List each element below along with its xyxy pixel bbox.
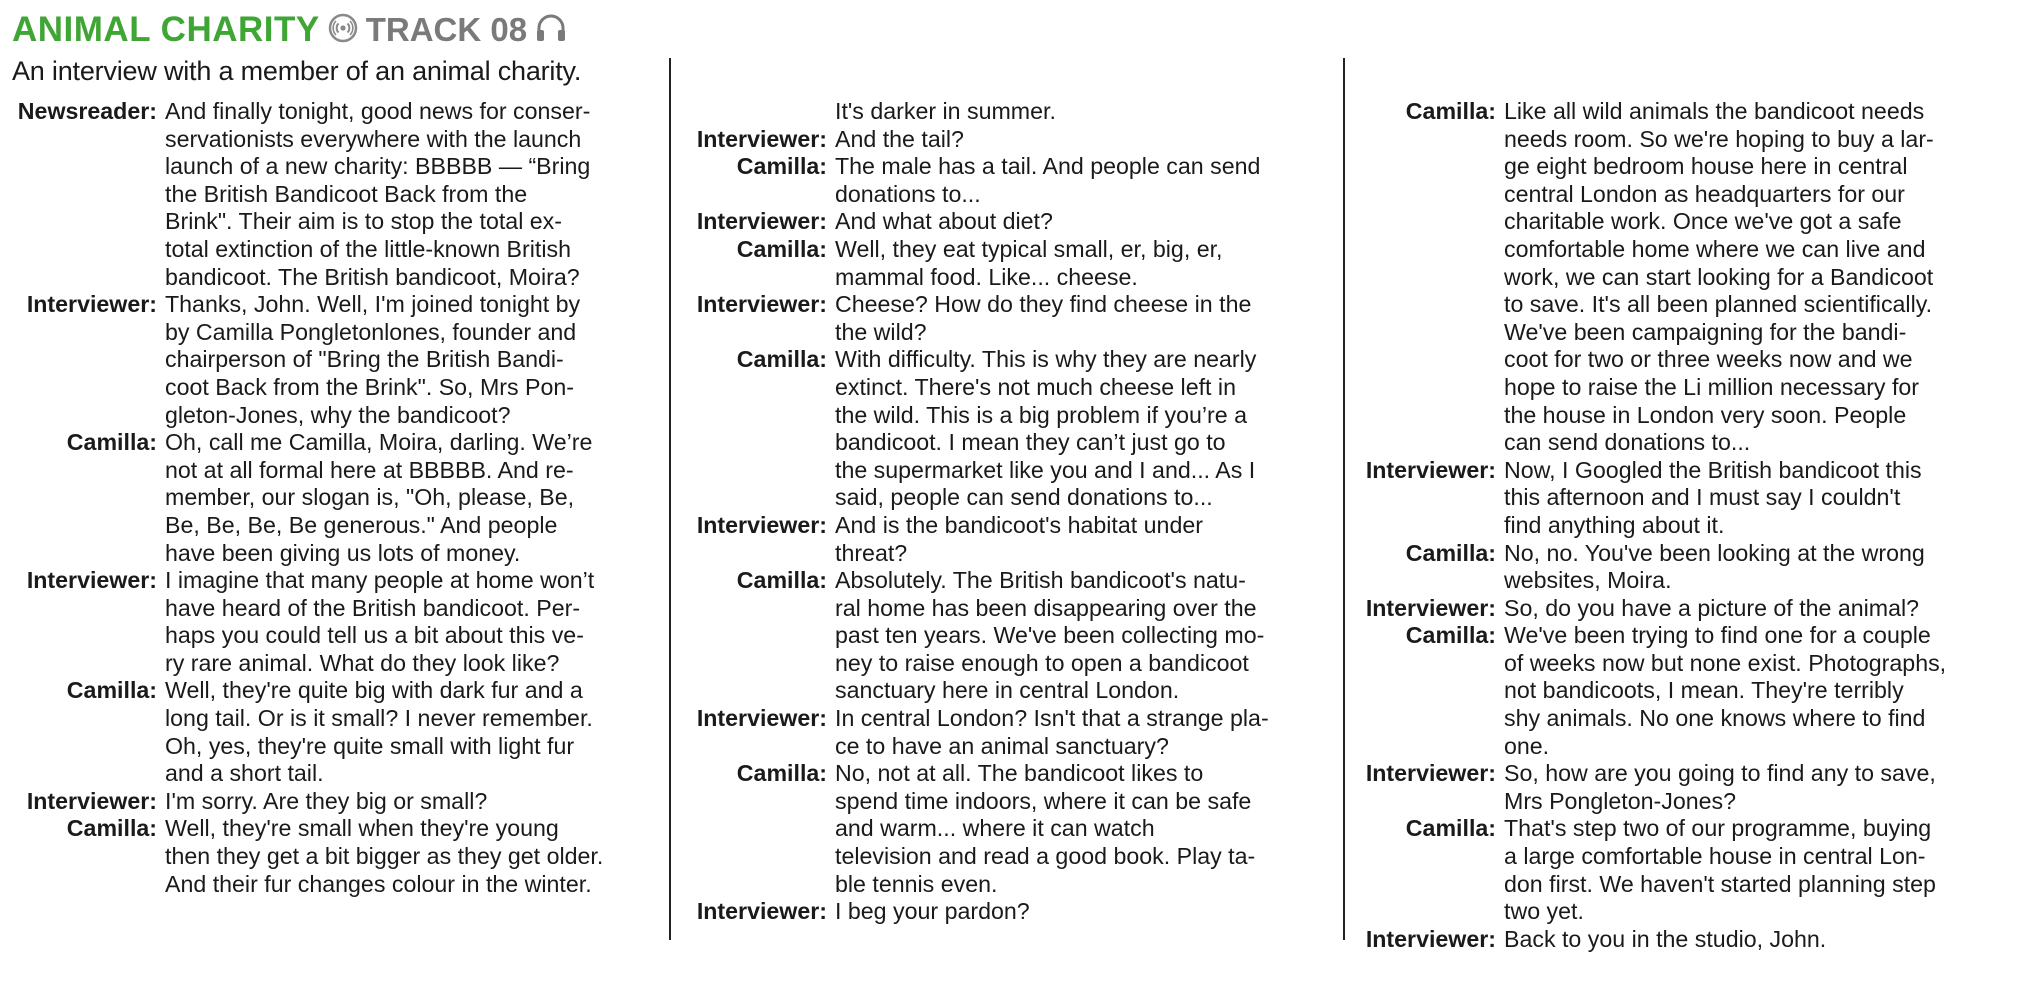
speaker-label: Interviewer:	[696, 208, 827, 235]
speaker-label: Camilla:	[736, 760, 827, 787]
dialogue-entry	[1356, 457, 2016, 540]
speaker-label: Camilla:	[1405, 98, 1496, 124]
speaker-label: Camilla:	[66, 677, 157, 704]
dialogue-text: Thanks, John. Well, I'm joined tonight by by Camilla Pongletonlones, founder and chairperson of "Bring the British Bandi- coot Back from the Brink". So, Mrs Pon- gleton-Jones, why the bandicoot?	[165, 291, 581, 428]
dialogue-text: So, do you have a picture of the animal?	[1504, 594, 1920, 621]
dialogue-entry	[4, 788, 664, 816]
dialogue-text: In central London? Isn't that a strange pla- ce to have an animal sanctuary?	[835, 705, 1269, 759]
speaker-label: Interviewer:	[696, 898, 827, 925]
column-divider	[1343, 58, 1345, 940]
dialogue-entry	[682, 208, 1332, 236]
subtitle: An interview with a member of an animal charity.	[12, 56, 582, 86]
speaker-label: Interviewer:	[1365, 456, 1496, 483]
speaker-label: Interviewer:	[1365, 760, 1496, 787]
dialogue-text: No, no. You've been looking at the wrong websites, Moira.	[1504, 539, 1925, 594]
dialogue-text: I'm sorry. Are they big or small?	[165, 787, 488, 814]
speaker-label: Interviewer:	[26, 787, 157, 814]
speaker-label: Interviewer:	[1365, 925, 1496, 952]
dialogue-entry	[682, 346, 1332, 512]
speaker-label: Interviewer:	[1365, 594, 1496, 621]
dialogue-entry	[1356, 760, 2016, 815]
dialogue-entry	[4, 98, 664, 291]
speaker-label: Interviewer:	[26, 567, 157, 594]
dialogue-entry	[682, 705, 1332, 760]
title-main: ANIMAL CHARITY	[12, 10, 320, 49]
speaker-label: Camilla:	[736, 567, 827, 594]
dialogue-text: I beg your pardon?	[835, 898, 1030, 925]
speaker-label: Interviewer:	[696, 291, 827, 318]
dialogue-text: Well, they're small when they're young then they get a bit bigger as they get older. And their fur changes colour in the winter.	[165, 815, 604, 897]
dialogue-text: So, how are you going to find any to save, Mrs Pongleton-Jones?	[1504, 760, 1936, 814]
continuation-text: It's darker in summer.	[835, 98, 1056, 124]
dialogue-entry	[1356, 926, 2016, 954]
dialogue-text: And what about diet?	[835, 208, 1053, 235]
dialogue-entry	[1356, 815, 2016, 925]
dialogue-entry	[1356, 98, 2016, 457]
dialogue-text: And finally tonight, good news for conser- servationists everywhere with the launch launch of a new charity: BBBBB — “Bring the British Bandicoot Back from the Brink". Their aim is to stop the total ex- total extinction of the little-known British bandicoot. The British bandicoot, Moira?	[165, 98, 591, 290]
dialogue-entry	[682, 512, 1332, 567]
dialogue-entry	[1356, 595, 2016, 623]
speaker-label: Interviewer:	[696, 125, 827, 152]
speaker-label: Camilla:	[1405, 815, 1496, 842]
dialogue-entry	[4, 815, 664, 898]
dialogue-text: Like all wild animals the bandicoot needs needs room. So we're hoping to buy a lar- ge eight bedroom house here in central central London as headquarters for our charitable work. Once we've got a safe comfortable home where we can live and work, we can start looking for a Bandicoot to save. It's all been planned scientifically. We've been campaigning for the bandi- coot for two or three weeks now and we hope to raise the Li million necessary for the house in London very soon. People can send donations to...	[1504, 98, 1934, 456]
speaker-label: Interviewer:	[696, 511, 827, 538]
transcript-column-3	[1356, 98, 2016, 953]
dialogue-text: I imagine that many people at home won’t have heard of the British bandicoot. Per- haps you could tell us a bit about this ve- ry rare animal. What do they look like?	[165, 567, 595, 676]
dialogue-text: With difficulty. This is why they are nearly extinct. There's not much cheese left in the wild. This is a big problem if you’re a bandicoot. I mean they can’t just go to the supermarket like you and I and... As I said, people can send donations to...	[835, 346, 1257, 511]
dialogue-entry	[1356, 622, 2016, 760]
dialogue-entry	[4, 291, 664, 429]
dialogue-text: Absolutely. The British bandicoot's natu- ral home has been disappearing over the past ten years. We've been collecting mo- ney to raise enough to open a bandicoot sanctuary here in central London.	[835, 567, 1265, 704]
headphones-icon	[535, 13, 567, 48]
dialogue-text: That's step two of our programme, buying a large comfortable house in central Lon- don first. We haven't started planning step two yet.	[1504, 815, 1936, 925]
speaker-label: Camilla:	[736, 153, 827, 180]
speaker-label: Interviewer:	[696, 705, 827, 732]
dialogue-entry	[682, 760, 1332, 898]
dialogue-text: We've been trying to find one for a couple of weeks now but none exist. Photographs, not bandicoots, I mean. They're terribly shy animals. No one knows where to find one.	[1504, 622, 1947, 759]
dialogue-text: Oh, call me Camilla, Moira, darling. We’re not at all formal here at BBBBB. And re- member, our slogan is, "Oh, please, Be, Be, Be, Be, Be generous." And people have been giving us lots of money.	[165, 429, 593, 566]
dialogue-text: Cheese? How do they find cheese in the the wild?	[835, 291, 1252, 345]
dialogue-entry	[1356, 540, 2016, 595]
speaker-label: Camilla:	[66, 429, 157, 456]
dialogue-text: Now, I Googled the British bandicoot this this afternoon and I must say I couldn't find anything about it.	[1504, 456, 1922, 538]
dialogue-entry	[4, 567, 664, 677]
transcript-column-2	[682, 98, 1332, 926]
dialogue-text: Well, they eat typical small, er, big, er, mammal food. Like... cheese.	[835, 235, 1223, 290]
dialogue-entry	[4, 429, 664, 567]
dialogue-entry	[682, 567, 1332, 705]
dialogue-entry	[682, 236, 1332, 291]
speaker-label: Camilla:	[736, 235, 827, 262]
dialogue-text: The male has a tail. And people can send donations to...	[835, 153, 1261, 207]
speaker-label: Camilla:	[736, 346, 827, 373]
title-row	[12, 8, 581, 52]
header	[12, 8, 581, 87]
speaker-label: Interviewer:	[26, 291, 157, 318]
dialogue-text: And is the bandicoot's habitat under threat?	[835, 511, 1203, 566]
dialogue-entry	[682, 153, 1332, 208]
dialogue-entry	[4, 677, 664, 787]
dialogue-entry	[682, 291, 1332, 346]
transcript-column-1	[4, 98, 664, 898]
dialogue-entry	[682, 898, 1332, 926]
dialogue-text: No, not at all. The bandicoot likes to spend time indoors, where it can be safe and warm... where it can watch television and read a good book. Play ta- ble tennis even.	[835, 760, 1256, 897]
title-track: TRACK 08	[365, 11, 528, 48]
dialogue-text: Well, they're quite big with dark fur and a long tail. Or is it small? I never remember. Oh, yes, they're quite small with light fur and a short tail.	[165, 677, 593, 787]
speaker-label: Camilla:	[1405, 539, 1496, 566]
speaker-label: Camilla:	[1405, 622, 1496, 649]
speaker-label: Newsreader:	[17, 98, 157, 124]
dialogue-text: And the tail?	[835, 125, 964, 152]
dialogue-text: Back to you in the studio, John.	[1504, 925, 1827, 952]
broadcast-icon	[328, 13, 358, 48]
speaker-label: Camilla:	[66, 815, 157, 842]
column-divider	[669, 58, 671, 940]
dialogue-entry	[682, 126, 1332, 154]
